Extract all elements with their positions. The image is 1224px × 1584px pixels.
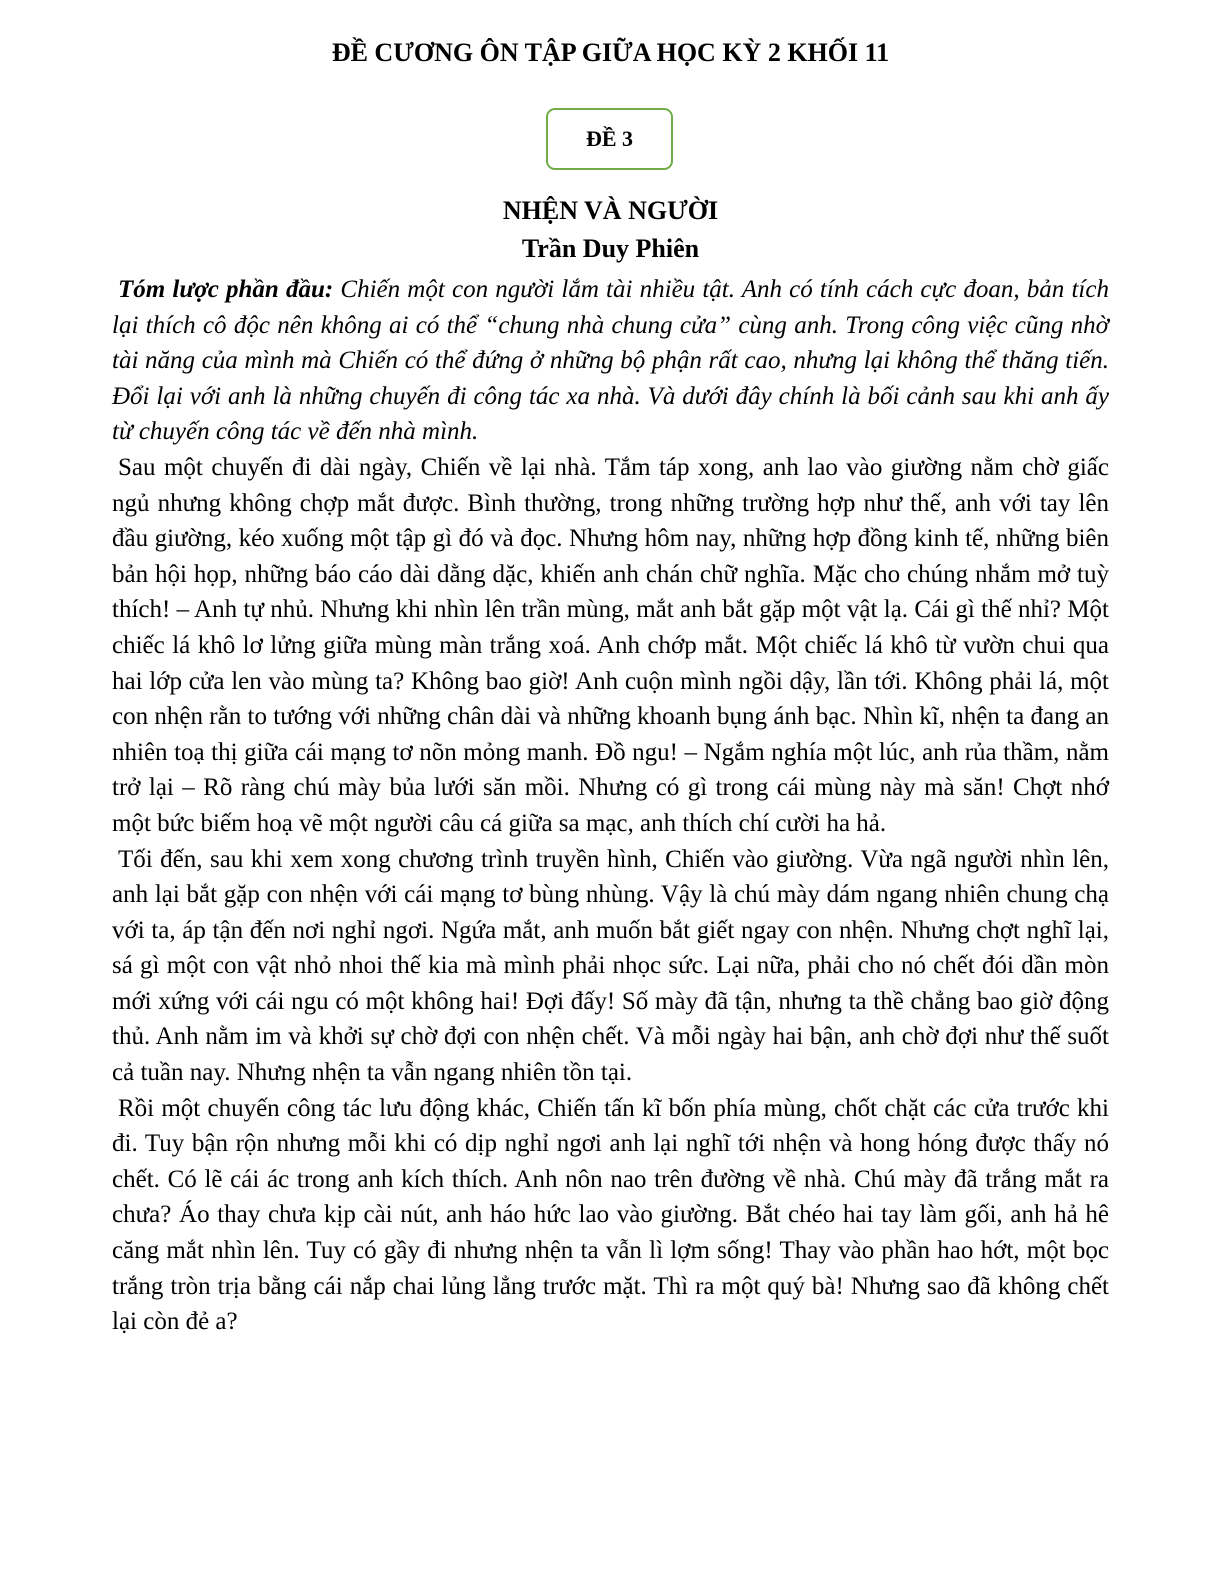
summary-paragraph — [112, 272, 1109, 450]
story-body — [112, 272, 1109, 1340]
summary-label: Tóm lược phần đầu: — [118, 276, 334, 303]
story-paragraph-3: Rồi một chuyến công tác lưu động khác, Chiến tấn kĩ bốn phía mùng, chốt chặt các cửa trước khi đi. Tuy bận rộn nhưng mỗi khi có dịp nghỉ ngơi anh lại nghĩ tới nhện và hong hóng được thấy nó chết. Có lẽ cái ác trong anh kích thích. Anh nôn nao trên đường về nhà. Chú mày đã trắng mắt ra chưa? Áo thay chưa kịp cài nút, anh háo hức lao vào giường. Bắt chéo hai tay làm gối, anh hả hê căng mắt nhìn lên. Tuy có gầy đi nhưng nhện ta vẫn lì lợm sống! Thay vào phần hao hớt, một bọc trắng tròn trịa bằng cái nắp chai lủng lẳng trước mặt. Thì ra một quý bà! Nhưng sao đã không chết lại còn đẻ a? — [112, 1094, 1109, 1336]
story-paragraph-1: Sau một chuyến đi dài ngày, Chiến về lại nhà. Tắm táp xong, anh lao vào giường nằm chờ giấc ngủ nhưng không chợp mắt được. Bình thường, trong những trường hợp như thế, anh với tay lên đầu giường, kéo xuống một tập gì đó và đọc. Nhưng hôm nay, những hợp đồng kinh tế, những biên bản hội họp, những báo cáo dài dằng dặc, khiến anh chán chữ nghĩa. Mặc cho chúng nhắm mở tuỳ thích! – Anh tự nhủ. Nhưng khi nhìn lên trần mùng, mắt anh bắt gặp một vật lạ. Cái gì thế nhỉ? Một chiếc lá khô lơ lửng giữa mùng màn trắng xoá. Anh chớp mắt. Một chiếc lá khô từ vườn chui qua hai lớp cửa len vào mùng ta? Không bao giờ! Anh cuộn mình ngồi dậy, lần tới. Không phải lá, một con nhện rằn to tướng với những chân dài và những khoanh bụng ánh bạc. Nhìn kĩ, nhện ta đang an nhiên toạ thị giữa cái mạng tơ nõn mỏng manh. Đồ ngu! – Ngắm nghía một lúc, anh rủa thầm, nằm trở lại – Rõ ràng chú mày bủa lưới săn mồi. Nhưng có gì trong cái mùng này mà săn! Chợt nhớ một bức biếm hoạ vẽ một người câu cá giữa sa mạc, anh thích chí cười ha hả. — [112, 453, 1109, 837]
summary-text: Chiến một con người lắm tài nhiều tật. Anh có tính cách cực đoan, bản tích lại thích cô độc nên không ai có thể “chung nhà chung cửa” cùng anh. Trong công việc cũng nhờ tài năng của mình mà Chiến có thể đứng ở những bộ phận rất cao, nhưng lại không thể thăng tiến. Đổi lại với anh là những chuyến đi công tác xa nhà. Và dưới đây chính là bối cảnh sau khi anh ấy từ chuyến công tác về đến nhà mình. — [112, 276, 1109, 446]
exam-number-box — [546, 108, 673, 170]
story-title: NHỆN VÀ NGƯỜI — [502, 196, 719, 225]
exam-number-label: ĐỀ 3 — [585, 126, 634, 151]
story-paragraph-2: Tối đến, sau khi xem xong chương trình truyền hình, Chiến vào giường. Vừa ngã người nhìn lên, anh lại bắt gặp con nhện với cái mạng tơ bùng nhùng. Vậy là chú mày dám ngang nhiên chung chạ với ta, áp tận đến nơi nghỉ ngơi. Ngứa mắt, anh muốn bắt giết ngay con nhện. Nhưng chợt nghĩ lại, sá gì một con vật nhỏ nhoi thế kia mà mình phải nhọc sức. Lại nữa, phải cho nó chết đói dần mòn mới xứng với cái ngu có một không hai! Đợi đấy! Số mày đã tận, nhưng ta thề chẳng bao giờ động thủ. Anh nằm im và khởi sự chờ đợi con nhện chết. Và mỗi ngày hai bận, anh chờ đợi như thế suốt cả tuần nay. Nhưng nhện ta vẫn ngang nhiên tồn tại. — [112, 845, 1109, 1087]
story-author: Trần Duy Phiên — [521, 234, 700, 263]
document-title: ĐỀ CƯƠNG ÔN TẬP GIỮA HỌC KỲ 2 KHỐI 11 — [331, 38, 890, 67]
